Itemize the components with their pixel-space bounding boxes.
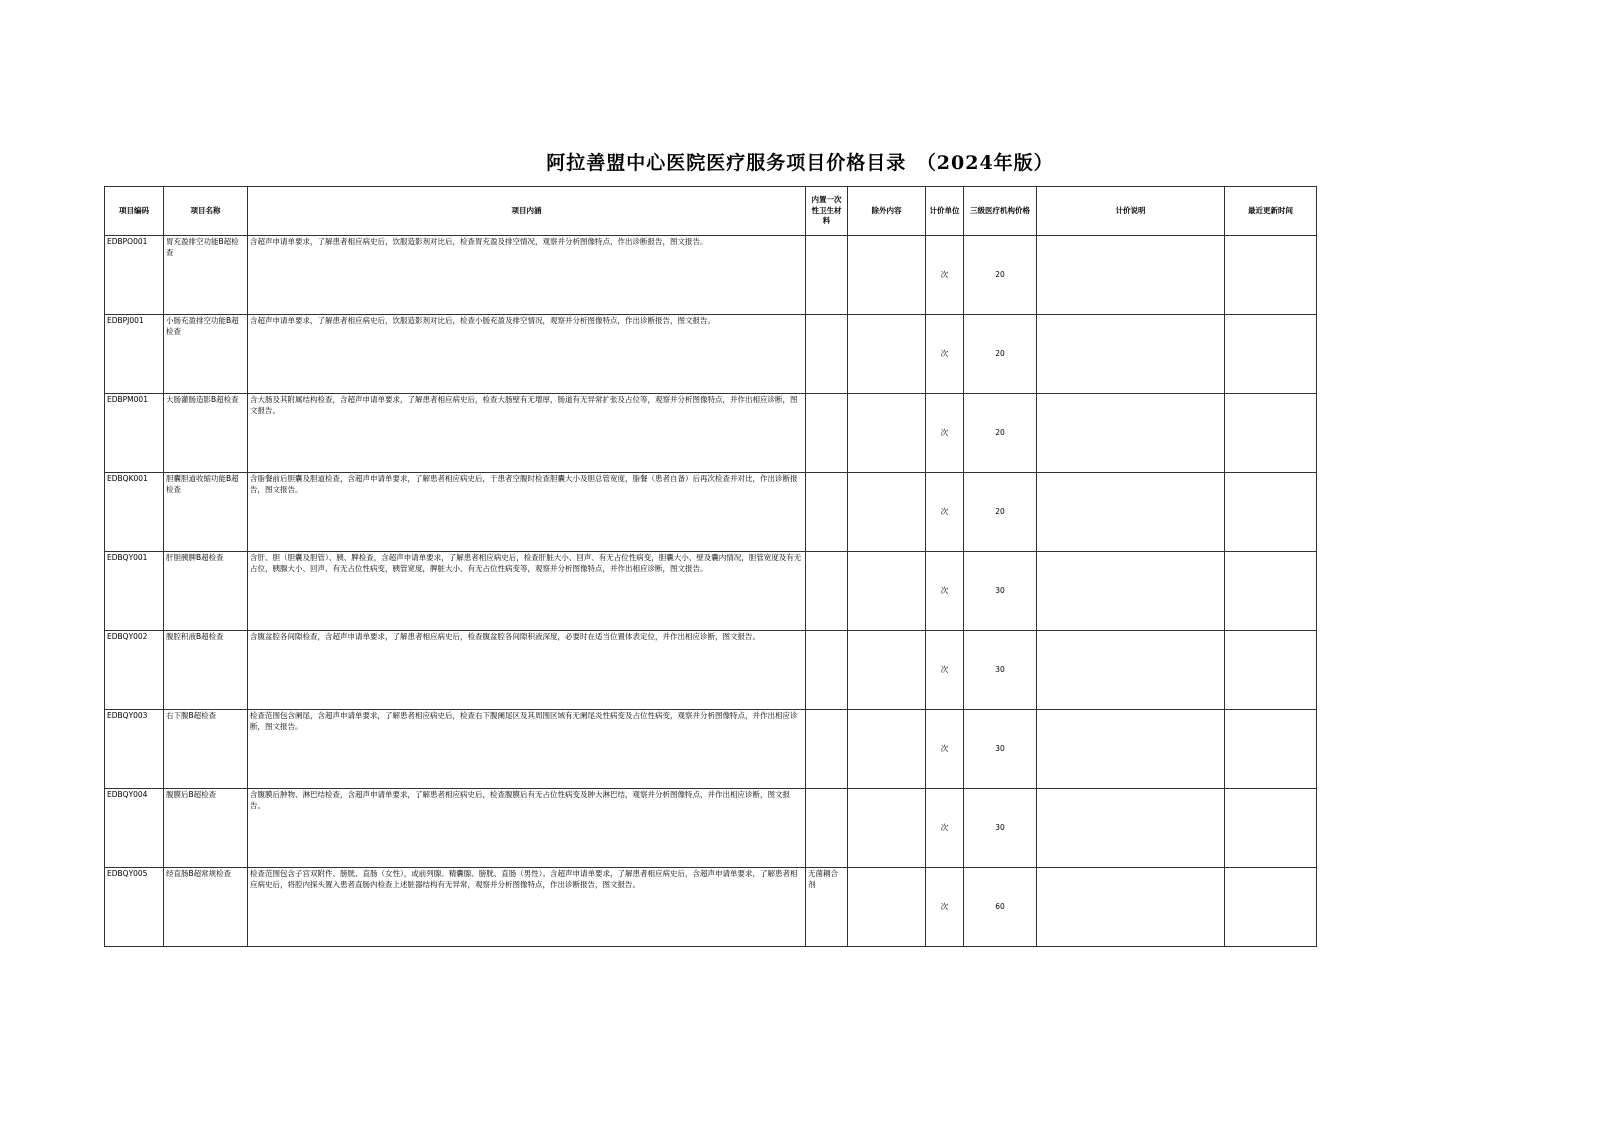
cell-note [1037, 394, 1225, 473]
header-updated: 最近更新时间 [1225, 187, 1317, 236]
cell-price: 20 [964, 473, 1037, 552]
cell-excluded [848, 631, 926, 710]
cell-excluded [848, 315, 926, 394]
cell-note [1037, 315, 1225, 394]
cell-code: EDBPO001 [105, 236, 164, 315]
cell-content: 检查范围包含阑尾，含超声申请单要求，了解患者相应病史后，检查右下腹阑尾区及其周围区域有无阑尾炎性病变及占位性病变，观察并分析图像特点，并作出相应诊断，图文报告。 [248, 710, 806, 789]
cell-note [1037, 789, 1225, 868]
cell-unit: 次 [926, 710, 964, 789]
cell-price: 20 [964, 315, 1037, 394]
cell-price: 30 [964, 710, 1037, 789]
cell-note [1037, 868, 1225, 947]
cell-price: 30 [964, 789, 1037, 868]
cell-consumable [806, 552, 848, 631]
cell-unit: 次 [926, 789, 964, 868]
cell-content: 含腹盆腔各间隙检查，含超声申请单要求，了解患者相应病史后，检查腹盆腔各间隙积液深度，必要时在适当位置体表定位，并作出相应诊断，图文报告。 [248, 631, 806, 710]
cell-excluded [848, 868, 926, 947]
page-title: 阿拉善盟中心医院医疗服务项目价格目录 （2024年版） [546, 152, 1054, 174]
cell-updated [1225, 315, 1317, 394]
cell-price: 60 [964, 868, 1037, 947]
cell-excluded [848, 473, 926, 552]
table-row [105, 789, 1317, 868]
cell-note [1037, 473, 1225, 552]
header-consumable: 内置一次性卫生材料 [806, 187, 848, 236]
cell-consumable [806, 394, 848, 473]
table-row [105, 868, 1317, 947]
cell-content: 含超声申请单要求，了解患者相应病史后，饮服造影剂对比后，检查小肠充盈及排空情况，观察并分析图像特点，作出诊断报告，图文报告。 [248, 315, 806, 394]
table-header-row [105, 187, 1317, 236]
cell-unit: 次 [926, 868, 964, 947]
table-row [105, 473, 1317, 552]
cell-excluded [848, 236, 926, 315]
table-row [105, 315, 1317, 394]
cell-updated [1225, 236, 1317, 315]
table-row [105, 631, 1317, 710]
cell-unit: 次 [926, 236, 964, 315]
cell-price: 30 [964, 552, 1037, 631]
cell-note [1037, 710, 1225, 789]
table-row [105, 552, 1317, 631]
cell-content: 含肝、胆（胆囊及胆管）、胰、脾检查，含超声申请单要求，了解患者相应病史后，检查肝脏大小、回声、有无占位性病变，胆囊大小、壁及囊内情况，胆管宽度及有无占位，胰腺大小、回声、有无占位性病变，胰管宽度，脾脏大小、有无占位性病变等，观察并分析图像特点，并作出相应诊断，图文报告。 [248, 552, 806, 631]
cell-unit: 次 [926, 473, 964, 552]
cell-consumable [806, 315, 848, 394]
cell-name: 小肠充盈排空功能B超检查 [164, 315, 248, 394]
cell-content: 含脂餐前后胆囊及胆道检查，含超声申请单要求，了解患者相应病史后，于患者空腹时检查胆囊大小及胆总管宽度，脂餐（患者自备）后再次检查并对比，作出诊断报告，图文报告。 [248, 473, 806, 552]
cell-name: 经直肠B超常规检查 [164, 868, 248, 947]
cell-consumable [806, 789, 848, 868]
cell-code: EDBQK001 [105, 473, 164, 552]
header-note: 计价说明 [1037, 187, 1225, 236]
header-excluded: 除外内容 [848, 187, 926, 236]
cell-note [1037, 236, 1225, 315]
cell-unit: 次 [926, 631, 964, 710]
cell-name: 大肠灌肠造影B超检查 [164, 394, 248, 473]
cell-excluded [848, 710, 926, 789]
cell-code: EDBQY005 [105, 868, 164, 947]
cell-code: EDBPM001 [105, 394, 164, 473]
cell-updated [1225, 394, 1317, 473]
cell-updated [1225, 631, 1317, 710]
cell-consumable: 无菌耦合剂 [806, 868, 848, 947]
cell-updated [1225, 552, 1317, 631]
cell-updated [1225, 789, 1317, 868]
cell-updated [1225, 868, 1317, 947]
cell-updated [1225, 710, 1317, 789]
table-row [105, 710, 1317, 789]
cell-name: 腹腔积液B超检查 [164, 631, 248, 710]
cell-name: 胆囊胆道收缩功能B超检查 [164, 473, 248, 552]
cell-content: 检查范围包含子宫双附件、膀胱、直肠（女性），或前列腺、精囊腺、膀胱、直肠（男性）。含超声申请单要求，了解患者相应病史后，含超声申请单要求，了解患者相应病史后，将腔内探头置入患者直肠内检查上述脏器结构有无异常，观察并分析图像特点，作出诊断报告，图文报告。 [248, 868, 806, 947]
cell-name: 胃充盈排空功能B超检查 [164, 236, 248, 315]
cell-code: EDBQY002 [105, 631, 164, 710]
table-row [105, 236, 1317, 315]
header-name: 项目名称 [164, 187, 248, 236]
cell-consumable [806, 631, 848, 710]
table-row [105, 394, 1317, 473]
header-price: 三级医疗机构价格 [964, 187, 1037, 236]
cell-code: EDBQY003 [105, 710, 164, 789]
cell-name: 右下腹B超检查 [164, 710, 248, 789]
cell-unit: 次 [926, 315, 964, 394]
cell-unit: 次 [926, 552, 964, 631]
cell-excluded [848, 552, 926, 631]
header-content: 项目内涵 [248, 187, 806, 236]
cell-updated [1225, 473, 1317, 552]
cell-price: 20 [964, 236, 1037, 315]
cell-price: 20 [964, 394, 1037, 473]
header-code: 项目编码 [105, 187, 164, 236]
cell-note [1037, 631, 1225, 710]
cell-code: EDBQY001 [105, 552, 164, 631]
cell-content: 含超声申请单要求，了解患者相应病史后，饮服造影剂对比后，检查胃充盈及排空情况，观察并分析图像特点，作出诊断报告，图文报告。 [248, 236, 806, 315]
header-unit: 计价单位 [926, 187, 964, 236]
price-table [104, 186, 1317, 947]
cell-consumable [806, 236, 848, 315]
cell-note [1037, 552, 1225, 631]
cell-name: 肝胆胰脾B超检查 [164, 552, 248, 631]
cell-code: EDBQY004 [105, 789, 164, 868]
cell-excluded [848, 394, 926, 473]
cell-unit: 次 [926, 394, 964, 473]
cell-excluded [848, 789, 926, 868]
cell-consumable [806, 710, 848, 789]
cell-code: EDBPJ001 [105, 315, 164, 394]
cell-price: 30 [964, 631, 1037, 710]
cell-content: 含大肠及其附属结构检查，含超声申请单要求，了解患者相应病史后，检查大肠壁有无增厚，肠道有无异常扩张及占位等，观察并分析图像特点，并作出相应诊断，图文报告。 [248, 394, 806, 473]
cell-consumable [806, 473, 848, 552]
cell-content: 含腹膜后肿物、淋巴结检查，含超声申请单要求，了解患者相应病史后，检查腹膜后有无占位性病变及肿大淋巴结，观察并分析图像特点，并作出相应诊断，图文报告。 [248, 789, 806, 868]
cell-name: 腹膜后B超检查 [164, 789, 248, 868]
